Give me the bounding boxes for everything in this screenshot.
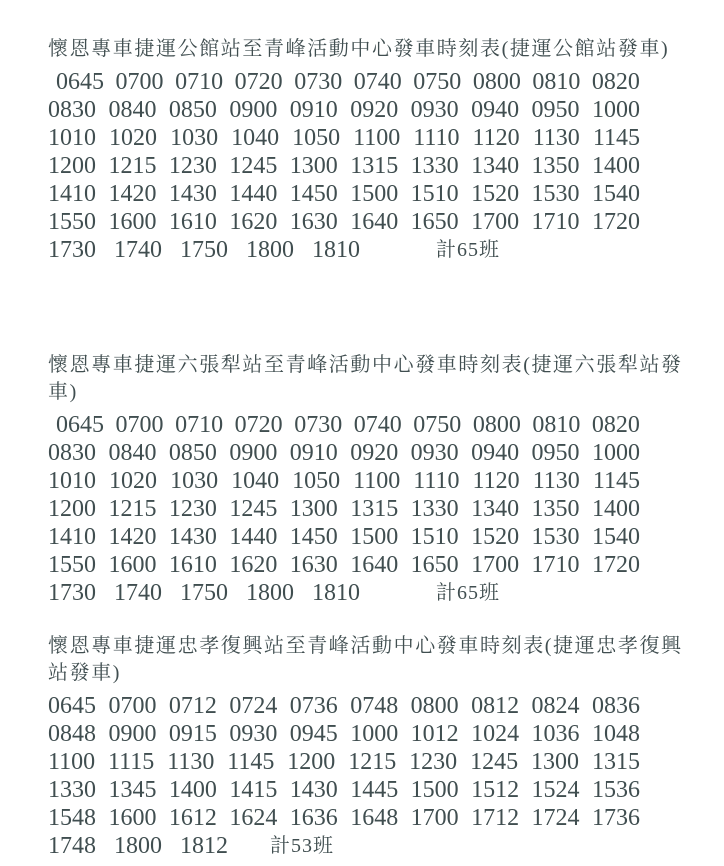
departure-time: 1530 xyxy=(531,181,580,207)
timetable-rows xyxy=(48,411,640,607)
departure-time: 1030 xyxy=(170,468,219,494)
departure-time: 1000 xyxy=(350,721,399,747)
departure-time: 1130 xyxy=(532,468,580,494)
departure-time: 1024 xyxy=(471,721,520,747)
departure-time: 1010 xyxy=(48,125,96,151)
departure-time: 1145 xyxy=(227,749,275,775)
departure-time: 0945 xyxy=(289,721,338,747)
departure-time: 0820 xyxy=(591,412,640,438)
time-row xyxy=(48,692,640,720)
departure-time: 1230 xyxy=(168,496,217,522)
departure-time: 1700 xyxy=(471,552,520,578)
departure-time: 1245 xyxy=(229,496,278,522)
departure-time: 1550 xyxy=(48,209,96,235)
departure-time: 1315 xyxy=(591,749,640,775)
departure-time: 1330 xyxy=(410,153,459,179)
departure-time: 1600 xyxy=(108,209,157,235)
departure-time: 1040 xyxy=(231,468,280,494)
departure-time: 1130 xyxy=(532,125,580,151)
departure-time: 0810 xyxy=(532,69,581,95)
departure-time: 0836 xyxy=(591,693,640,719)
departure-time: 1012 xyxy=(410,721,459,747)
time-row xyxy=(48,720,640,748)
departure-time: 1550 xyxy=(48,552,96,578)
departure-time: 1548 xyxy=(48,805,96,831)
departure-time: 0700 xyxy=(115,412,164,438)
departure-time: 1730 xyxy=(48,580,96,606)
time-row xyxy=(48,495,640,523)
departure-time: 1200 xyxy=(48,496,96,522)
departure-time: 0750 xyxy=(413,69,462,95)
departure-time: 1030 xyxy=(170,125,219,151)
departure-time: 1415 xyxy=(229,777,278,803)
departure-time: 1000 xyxy=(591,97,640,123)
departure-time: 0910 xyxy=(289,440,338,466)
timetable-title xyxy=(48,633,688,687)
departure-time: 1300 xyxy=(289,153,338,179)
departure-time: 1520 xyxy=(471,181,520,207)
departure-time: 1100 xyxy=(48,749,96,775)
departure-time: 0915 xyxy=(168,721,217,747)
departure-time: 1350 xyxy=(531,153,580,179)
departure-time: 0850 xyxy=(168,440,217,466)
time-row xyxy=(48,180,640,208)
departure-time: 0800 xyxy=(472,69,521,95)
departure-time: 1710 xyxy=(531,209,580,235)
departure-time: 1748 xyxy=(48,833,96,859)
departure-time: 0900 xyxy=(229,97,278,123)
departure-time: 1445 xyxy=(350,777,399,803)
departure-time: 1510 xyxy=(410,524,459,550)
departure-time: 1420 xyxy=(108,524,157,550)
time-row xyxy=(48,208,640,236)
departure-time: 0812 xyxy=(471,693,520,719)
time-row xyxy=(48,579,640,607)
departure-time: 1700 xyxy=(410,805,459,831)
departure-time: 1330 xyxy=(410,496,459,522)
time-row xyxy=(48,124,640,152)
departure-time: 1750 xyxy=(180,237,228,263)
departure-time: 1540 xyxy=(591,181,640,207)
departure-time: 1315 xyxy=(350,153,399,179)
departure-time: 1512 xyxy=(471,777,520,803)
total-trips-label: 計65班 xyxy=(436,582,500,604)
total-trips-label: 計53班 xyxy=(270,835,334,857)
departure-time: 1430 xyxy=(289,777,338,803)
departure-time: 1350 xyxy=(531,496,580,522)
departure-time: 1440 xyxy=(229,524,278,550)
departure-time: 1720 xyxy=(591,209,640,235)
departure-time: 1700 xyxy=(471,209,520,235)
departure-time: 1500 xyxy=(350,524,399,550)
departure-time: 1620 xyxy=(229,552,278,578)
departure-time: 1624 xyxy=(229,805,278,831)
departure-time: 1410 xyxy=(48,524,96,550)
departure-time: 1736 xyxy=(591,805,640,831)
departure-time: 0740 xyxy=(353,412,402,438)
departure-time: 1530 xyxy=(531,524,580,550)
departure-time: 1430 xyxy=(168,181,217,207)
departure-time: 1810 xyxy=(312,580,360,606)
time-row xyxy=(48,411,640,439)
timetable-section xyxy=(48,633,724,860)
departure-time: 1630 xyxy=(289,552,338,578)
departure-time: 1110 xyxy=(413,125,460,151)
time-row xyxy=(48,152,640,180)
time-row xyxy=(48,523,640,551)
departure-time: 1300 xyxy=(531,749,580,775)
departure-time: 1050 xyxy=(292,468,341,494)
departure-time: 0736 xyxy=(289,693,338,719)
departure-time: 1010 xyxy=(48,468,96,494)
departure-time: 1720 xyxy=(591,552,640,578)
departure-time: 1245 xyxy=(470,749,519,775)
departure-time: 1500 xyxy=(350,181,399,207)
departure-time: 1812 xyxy=(180,833,228,859)
departure-time: 0900 xyxy=(229,440,278,466)
departure-time: 1636 xyxy=(289,805,338,831)
departure-time: 1540 xyxy=(591,524,640,550)
departure-time: 0720 xyxy=(234,69,283,95)
timetable-title xyxy=(48,36,688,63)
departure-time: 0730 xyxy=(294,412,343,438)
departure-time: 1020 xyxy=(109,468,158,494)
departure-time: 1724 xyxy=(531,805,580,831)
departure-time: 0840 xyxy=(108,440,157,466)
departure-time: 1610 xyxy=(168,552,217,578)
departure-time: 0930 xyxy=(410,97,459,123)
departure-time: 0748 xyxy=(350,693,399,719)
departure-time: 0848 xyxy=(48,721,96,747)
departure-time: 0800 xyxy=(472,412,521,438)
departure-time: 1215 xyxy=(348,749,397,775)
departure-time: 1600 xyxy=(108,805,157,831)
departure-time: 0645 xyxy=(48,693,96,719)
departure-time: 1710 xyxy=(531,552,580,578)
departure-time: 0930 xyxy=(410,440,459,466)
departure-time: 1536 xyxy=(591,777,640,803)
departure-time: 0712 xyxy=(168,693,217,719)
departure-time: 1510 xyxy=(410,181,459,207)
departure-time: 1650 xyxy=(410,209,459,235)
departure-time: 0940 xyxy=(471,440,520,466)
timetable-title xyxy=(48,352,688,406)
departure-time: 1200 xyxy=(287,749,336,775)
departure-time: 0740 xyxy=(353,69,402,95)
departure-time: 1810 xyxy=(312,237,360,263)
timetable-title-line: 懷恩專車捷運六張犁站至青峰活動中心發車時刻表(捷運六張犁站發 xyxy=(48,354,683,376)
departure-time: 1000 xyxy=(591,440,640,466)
departure-time: 0840 xyxy=(108,97,157,123)
departure-time: 1640 xyxy=(350,209,399,235)
timetable-title-line: 車) xyxy=(48,381,78,403)
departure-time: 1245 xyxy=(229,153,278,179)
departure-time: 0950 xyxy=(531,97,580,123)
departure-time: 1400 xyxy=(168,777,217,803)
timetable-rows xyxy=(48,68,640,264)
total-trips-label: 計65班 xyxy=(436,239,500,261)
timetable-title-line: 懷恩專車捷運忠孝復興站至青峰活動中心發車時刻表(捷運忠孝復興 xyxy=(48,635,683,657)
departure-time: 1600 xyxy=(108,552,157,578)
departure-time: 0940 xyxy=(471,97,520,123)
departure-time: 1620 xyxy=(229,209,278,235)
departure-time: 0710 xyxy=(175,412,224,438)
departure-time: 0645 xyxy=(56,412,104,438)
departure-time: 1524 xyxy=(531,777,580,803)
departure-time: 0850 xyxy=(168,97,217,123)
departure-time: 1145 xyxy=(592,468,640,494)
departure-time: 0830 xyxy=(48,97,96,123)
departure-time: 1450 xyxy=(289,524,338,550)
departure-time: 1800 xyxy=(246,580,294,606)
departure-time: 0810 xyxy=(532,412,581,438)
time-row xyxy=(48,551,640,579)
departure-time: 1020 xyxy=(109,125,158,151)
departure-time: 1520 xyxy=(471,524,520,550)
departure-time: 1610 xyxy=(168,209,217,235)
departure-time: 1420 xyxy=(108,181,157,207)
departure-time: 1648 xyxy=(350,805,399,831)
departure-time: 1400 xyxy=(591,496,640,522)
departure-time: 1315 xyxy=(350,496,399,522)
time-row xyxy=(48,804,640,832)
time-row xyxy=(48,68,640,96)
departure-time: 1750 xyxy=(180,580,228,606)
departure-time: 0920 xyxy=(350,440,399,466)
departure-time: 1230 xyxy=(409,749,458,775)
time-row xyxy=(48,832,640,860)
departure-time: 1800 xyxy=(114,833,162,859)
departure-time: 1400 xyxy=(591,153,640,179)
time-row xyxy=(48,439,640,467)
departure-time: 1048 xyxy=(591,721,640,747)
departure-time: 1215 xyxy=(108,153,157,179)
departure-time: 0720 xyxy=(234,412,283,438)
departure-time: 0824 xyxy=(531,693,580,719)
departure-time: 1740 xyxy=(114,237,162,263)
departure-time: 0910 xyxy=(289,97,338,123)
time-row xyxy=(48,236,640,264)
time-row xyxy=(48,748,640,776)
departure-time: 1345 xyxy=(108,777,157,803)
departure-time: 1340 xyxy=(471,153,520,179)
departure-time: 1100 xyxy=(353,125,401,151)
departure-time: 0700 xyxy=(108,693,157,719)
departure-time: 0730 xyxy=(294,69,343,95)
departure-time: 0710 xyxy=(175,69,224,95)
departure-time: 1450 xyxy=(289,181,338,207)
timetable-title-line: 懷恩專車捷運公館站至青峰活動中心發車時刻表(捷運公館站發車) xyxy=(48,38,670,60)
departure-time: 0830 xyxy=(48,440,96,466)
departure-time: 1500 xyxy=(410,777,459,803)
departure-time: 1200 xyxy=(48,153,96,179)
timetable-title-line: 站發車) xyxy=(48,662,122,684)
departure-time: 1110 xyxy=(413,468,460,494)
departure-time: 1440 xyxy=(229,181,278,207)
departure-time: 1120 xyxy=(472,468,520,494)
departure-time: 0820 xyxy=(591,69,640,95)
departure-time: 0700 xyxy=(115,69,164,95)
timetable-rows xyxy=(48,692,640,860)
departure-time: 1115 xyxy=(108,749,155,775)
departure-time: 1215 xyxy=(108,496,157,522)
departure-time: 1145 xyxy=(592,125,640,151)
timetable-section xyxy=(48,352,724,607)
departure-time: 0900 xyxy=(108,721,157,747)
timetable-section xyxy=(48,36,724,264)
departure-time: 0930 xyxy=(229,721,278,747)
departure-time: 0950 xyxy=(531,440,580,466)
departure-time: 1100 xyxy=(353,468,401,494)
time-row xyxy=(48,776,640,804)
departure-time: 1036 xyxy=(531,721,580,747)
departure-time: 1230 xyxy=(168,153,217,179)
departure-time: 1120 xyxy=(472,125,520,151)
departure-time: 0920 xyxy=(350,97,399,123)
departure-time: 0724 xyxy=(229,693,278,719)
departure-time: 0800 xyxy=(410,693,459,719)
departure-time: 0645 xyxy=(56,69,104,95)
departure-time: 1410 xyxy=(48,181,96,207)
departure-time: 1130 xyxy=(167,749,215,775)
departure-time: 1650 xyxy=(410,552,459,578)
departure-time: 1430 xyxy=(168,524,217,550)
departure-time: 1330 xyxy=(48,777,96,803)
departure-time: 1612 xyxy=(168,805,217,831)
departure-time: 1712 xyxy=(471,805,520,831)
timetable-sections xyxy=(48,36,724,860)
departure-time: 1730 xyxy=(48,237,96,263)
departure-time: 1300 xyxy=(289,496,338,522)
departure-time: 0750 xyxy=(413,412,462,438)
time-row xyxy=(48,96,640,124)
departure-time: 1050 xyxy=(292,125,341,151)
departure-time: 1740 xyxy=(114,580,162,606)
time-row xyxy=(48,467,640,495)
departure-time: 1640 xyxy=(350,552,399,578)
departure-time: 1630 xyxy=(289,209,338,235)
departure-time: 1340 xyxy=(471,496,520,522)
departure-time: 1800 xyxy=(246,237,294,263)
departure-time: 1040 xyxy=(231,125,280,151)
